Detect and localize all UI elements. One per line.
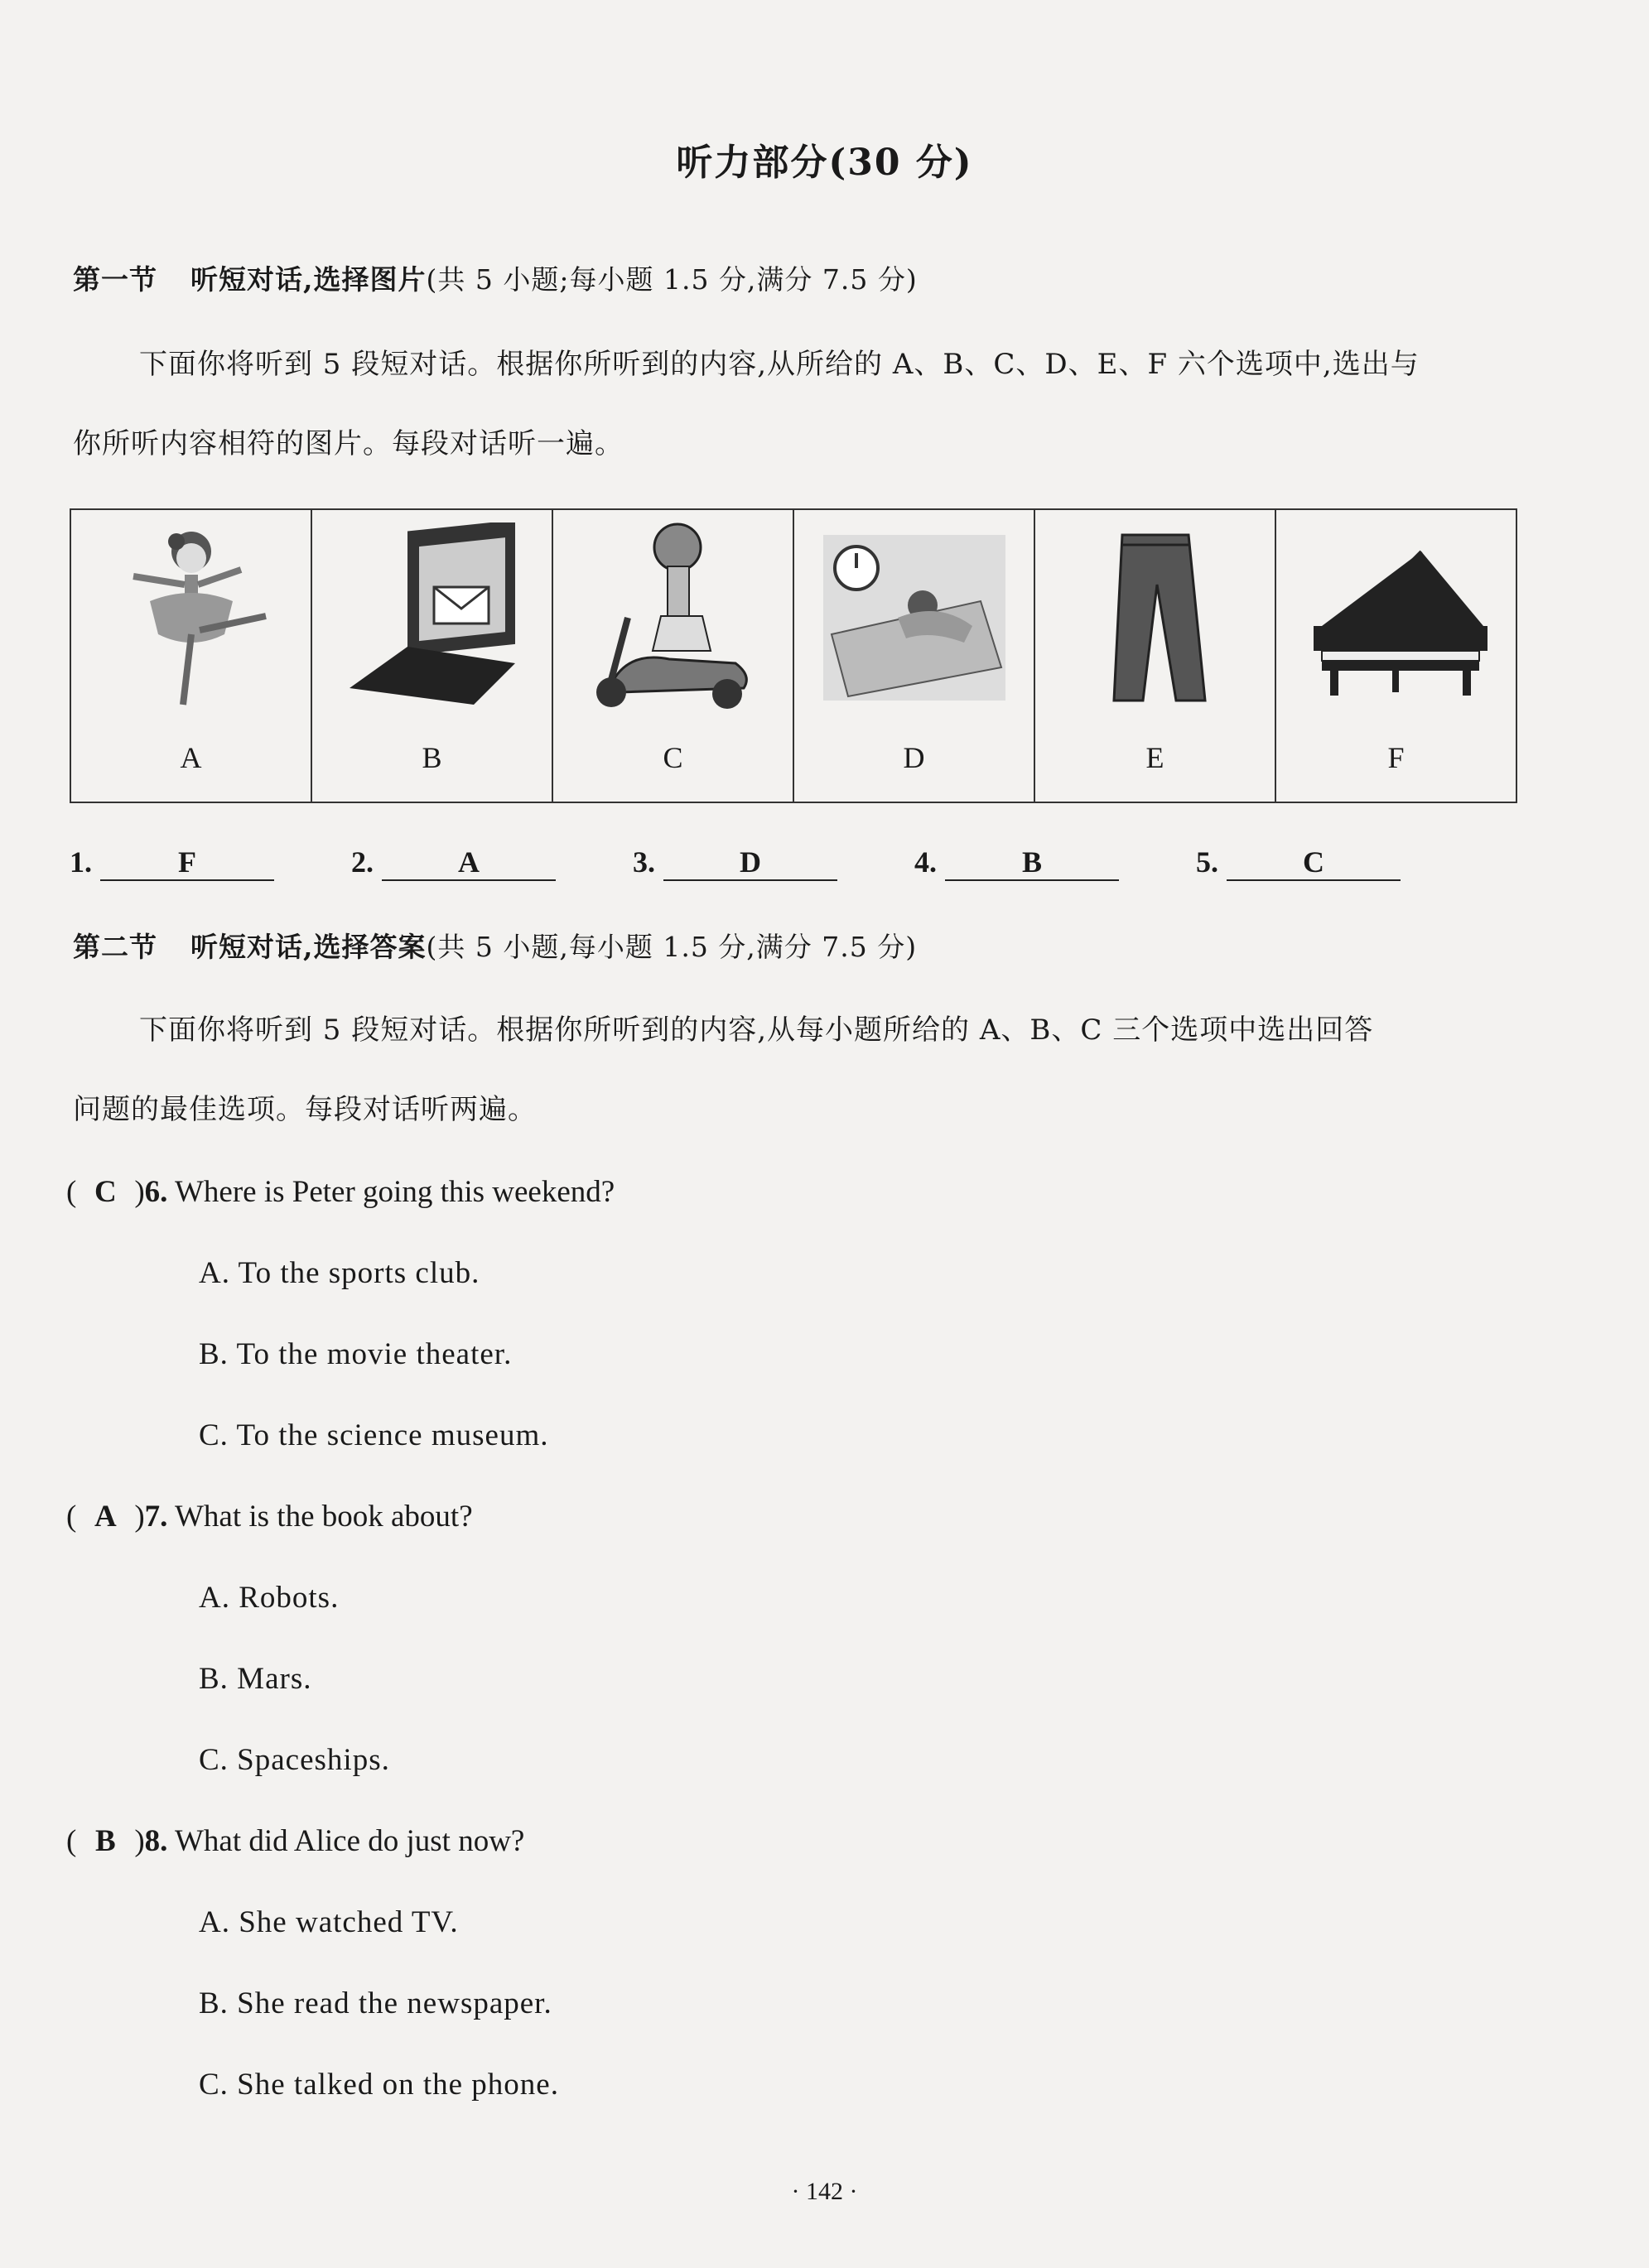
- question-7-num: 7.: [144, 1500, 168, 1534]
- section1-instructions: [73, 325, 1514, 484]
- question-6-option-c: C. To the science museum.: [199, 1418, 549, 1452]
- page-title: 听力部分(30 分): [676, 142, 973, 184]
- section2-heading: 第二节: [73, 931, 157, 963]
- section1-instruction-line1: 下面你将听到 5 段短对话。根据你所听到的内容,从所给的 A、B、C、D、E、F 六个选项中,选出与: [139, 348, 1420, 381]
- section1-note: (共 5 小题;每小题 1.5 分,满分 7.5 分): [426, 263, 918, 296]
- answer-5-num: 5.: [1196, 845, 1218, 879]
- picture-cell-f: [1275, 509, 1516, 802]
- section1-answers: [70, 845, 1527, 894]
- picture-letter-a: A: [180, 741, 202, 774]
- section2-instructions: [73, 990, 1514, 1149]
- trousers-icon: [1097, 527, 1213, 709]
- answer-1-value: F: [100, 845, 274, 881]
- section2-instruction-line1: 下面你将听到 5 段短对话。根据你所听到的内容,从每小题所给的 A、B、C 三个选项中选出回答: [139, 1014, 1374, 1047]
- answer-3-value: D: [663, 845, 837, 881]
- answer-2-value: A: [382, 845, 556, 881]
- question-7-option-a: A. Robots.: [199, 1581, 340, 1615]
- picture-cell-b: [311, 509, 552, 802]
- question-8-option-c: C. She talked on the phone.: [199, 2068, 559, 2102]
- picture-letter-c: C: [663, 741, 683, 774]
- question-6-option-b: B. To the movie theater.: [199, 1337, 513, 1371]
- question-8-answer: B: [94, 1824, 116, 1858]
- answer-2: [351, 845, 556, 881]
- answer-1: [70, 845, 274, 881]
- ballerina-icon: [100, 518, 282, 717]
- answer-3: [633, 845, 837, 881]
- scooter-rider-icon: [578, 518, 769, 717]
- picture-letter-f: F: [1387, 741, 1405, 774]
- answer-4-num: 4.: [914, 845, 937, 879]
- question-8-num: 8.: [144, 1824, 168, 1858]
- section1-heading: 第一节: [73, 263, 157, 296]
- section1-instruction-line2: 你所听内容相符的图片。每段对话听一遍。: [73, 427, 624, 460]
- page-number: · 142 ·: [791, 2178, 858, 2205]
- answer-3-num: 3.: [633, 845, 655, 879]
- section2-desc: 听短对话,选择答案: [190, 931, 427, 963]
- question-8-option-b: B. She read the newspaper.: [199, 1986, 552, 2020]
- question-8-option-a: A. She watched TV.: [199, 1905, 459, 1939]
- picture-cell-a: [70, 509, 311, 802]
- question-7: ( A )7. What is the book about?: [66, 1500, 473, 1534]
- section1-header: [73, 258, 918, 297]
- question-6-text: Where is Peter going this weekend?: [175, 1175, 615, 1209]
- sleeping-boy-icon: [815, 527, 1014, 709]
- picture-letter-b: B: [422, 741, 442, 774]
- answer-4: [914, 845, 1119, 881]
- question-7-option-c: C. Spaceships.: [199, 1743, 390, 1777]
- answer-1-num: 1.: [70, 845, 92, 879]
- answer-4-value: B: [945, 845, 1119, 881]
- question-7-option-b: B. Mars.: [199, 1662, 312, 1696]
- answer-5-value: C: [1227, 845, 1401, 881]
- question-7-text: What is the book about?: [175, 1500, 473, 1534]
- picture-cell-c: [552, 509, 793, 802]
- question-7-answer: A: [94, 1500, 117, 1534]
- answer-2-num: 2.: [351, 845, 374, 879]
- section2-header: [73, 926, 917, 965]
- question-8: ( B )8. What did Alice do just now?: [66, 1824, 525, 1858]
- question-8-text: What did Alice do just now?: [175, 1824, 525, 1858]
- answer-5: [1196, 845, 1401, 881]
- piano-icon: [1297, 535, 1496, 701]
- picture-cell-d: [793, 509, 1034, 802]
- picture-table: [70, 508, 1517, 803]
- question-6-num: 6.: [144, 1175, 168, 1209]
- picture-letter-e: E: [1145, 741, 1164, 774]
- picture-letter-d: D: [903, 741, 925, 774]
- section2-instruction-line2: 问题的最佳选项。每段对话听两遍。: [73, 1093, 537, 1126]
- section1-desc: 听短对话,选择图片: [190, 263, 427, 296]
- section2-note: (共 5 小题,每小题 1.5 分,满分 7.5 分): [426, 931, 918, 963]
- picture-cell-e: [1034, 509, 1275, 802]
- question-6: ( C )6. Where is Peter going this weekend?: [66, 1175, 615, 1209]
- laptop-email-icon: [333, 522, 532, 713]
- question-6-option-a: A. To the sports club.: [199, 1256, 480, 1290]
- question-6-answer: C: [94, 1175, 117, 1209]
